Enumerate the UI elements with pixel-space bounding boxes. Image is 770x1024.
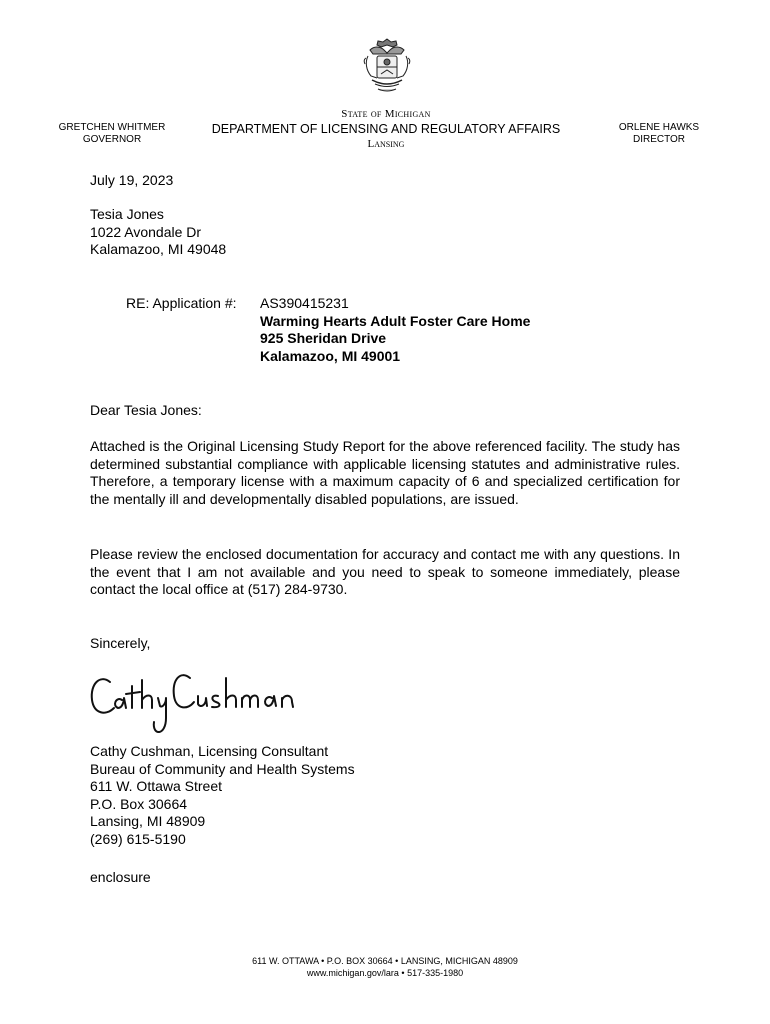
facility-city: Kalamazoo, MI 49001 xyxy=(260,347,401,364)
enclosure-note: enclosure xyxy=(90,869,151,885)
city-name: Lansing xyxy=(367,138,405,150)
facility-name: Warming Hearts Adult Foster Care Home xyxy=(260,312,531,329)
handwritten-signature xyxy=(86,660,296,742)
governor-title: GOVERNOR xyxy=(82,134,142,145)
recipient-address xyxy=(90,206,226,259)
signer-city: Lansing, MI 48909 xyxy=(90,813,206,829)
signer-bureau: Bureau of Community and Health Systems xyxy=(90,760,355,777)
footer-contact: www.michigan.gov/lara • 517-335-1980 xyxy=(306,968,464,978)
recipient-street: 1022 Avondale Dr xyxy=(90,223,202,240)
michigan-seal-icon xyxy=(358,36,416,96)
governor-block xyxy=(48,122,176,146)
recipient-city: Kalamazoo, MI 49048 xyxy=(90,241,227,257)
director-title: DIRECTOR xyxy=(632,134,686,145)
signer-name-title: Cathy Cushman, Licensing Consultant xyxy=(90,743,329,759)
application-number: AS390415231 xyxy=(260,295,349,311)
closing: Sincerely, xyxy=(90,635,151,651)
letter-date: July 19, 2023 xyxy=(90,172,174,188)
governor-name: GRETCHEN WHITMER xyxy=(58,122,166,133)
signer-street: 611 W. Ottawa Street xyxy=(90,778,223,794)
body-paragraph-1: Attached is the Original Licensing Study Report for the above referenced facility. The study has determined substantial compliance with applicable licensing statutes and administrative rules. Therefore, a temporary license with a maximum capacity of 6 and specialized certification for the mentally ill and developmentally disabled populations, are issued. xyxy=(90,438,680,507)
re-details xyxy=(260,295,530,365)
facility-street: 925 Sheridan Drive xyxy=(260,330,387,346)
director-name: ORLENE HAWKS xyxy=(618,122,700,133)
signer-phone: (269) 615-5190 xyxy=(90,830,186,847)
signer-block xyxy=(90,743,355,848)
footer-address: 611 W. OTTAWA • P.O. BOX 30664 • LANSING, MICHIGAN 48909 xyxy=(252,956,518,966)
footer xyxy=(160,955,610,979)
department-name: DEPARTMENT OF LICENSING AND REGULATORY AFFAIRS xyxy=(211,122,561,136)
body-paragraph-2: Please review the enclosed documentation for accuracy and contact me with any questions. In the event that I am not available and you need to speak to someone immediately, please contact the local office at (517) 284-9730. xyxy=(90,546,680,597)
state-name: State of Michigan xyxy=(341,108,431,120)
re-label: RE: Application #: xyxy=(126,295,237,311)
director-block xyxy=(600,122,718,146)
recipient-name: Tesia Jones xyxy=(90,206,164,222)
signer-po-box: P.O. Box 30664 xyxy=(90,795,188,812)
greeting: Dear Tesia Jones: xyxy=(90,402,202,418)
letterhead xyxy=(190,108,582,150)
